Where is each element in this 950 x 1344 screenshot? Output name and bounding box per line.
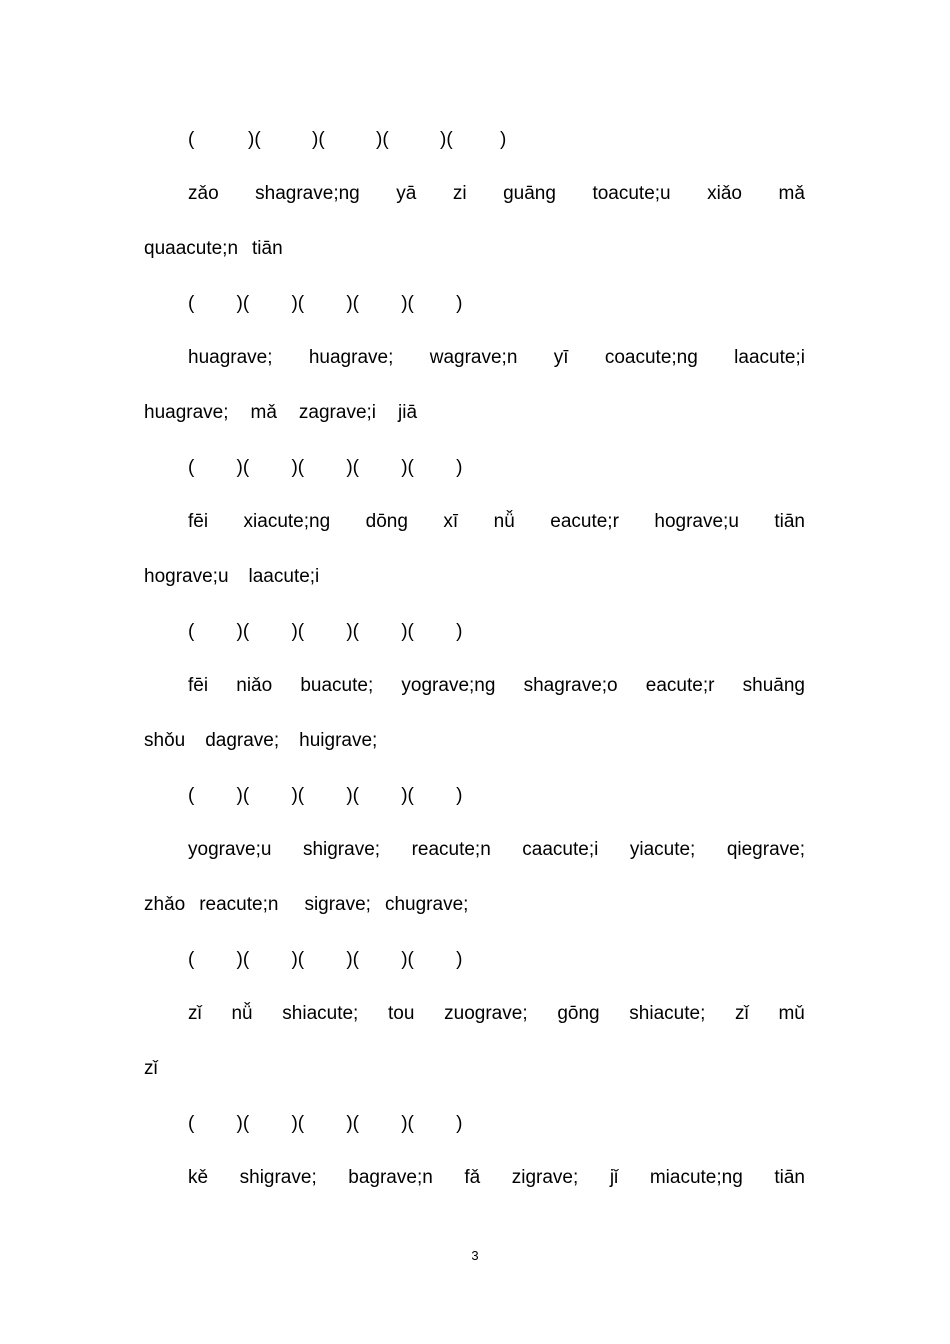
pinyin-word: mǎ [778,183,805,204]
pinyin-word: huagrave; [144,402,229,423]
pinyin-word: zigrave; [511,1167,579,1188]
pinyin-word: zǐ [735,1003,749,1024]
pinyin-word: yī [553,347,569,368]
pinyin-word: huigrave; [299,730,378,751]
pinyin-word: buacute; [300,675,374,696]
pinyin-word: kě [188,1167,209,1188]
pinyin-word: zuograve; [444,1003,528,1024]
pinyin-word: tiān [774,1167,805,1188]
blank-4: )( [376,129,389,150]
pinyin-word: eacute;r [550,511,619,532]
blank-1: ( [188,129,195,150]
pinyin-word: tiān [252,238,283,259]
pinyin-word: jiā [398,402,418,423]
pinyin-word: tou [388,1003,415,1024]
pinyin-word: mǎ [250,402,277,423]
pinyin-word: zagrave;i [298,402,377,423]
answer-blanks: ( )( )( )( )( ) [188,457,463,478]
pinyin-word: huagrave; [308,347,394,368]
pinyin-line [188,510,805,534]
pinyin-line [188,674,805,698]
pinyin-word: fēi [188,511,209,532]
pinyin-word: dōng [365,511,408,532]
pinyin-word: fǎ [464,1167,481,1188]
pinyin-word: gōng [557,1003,600,1024]
pinyin-word: huagrave; [188,347,273,368]
pinyin-word: shigrave; [239,1167,317,1188]
pinyin-word: wagrave;n [429,347,518,368]
pinyin-word: yograve;u [188,839,272,860]
pinyin-word: yiacute; [629,839,696,860]
pinyin-line [188,1166,805,1190]
pinyin-word: shagrave;o [523,675,618,696]
pinyin-word: qiegrave; [726,839,805,860]
pinyin-word: hograve;u [654,511,739,532]
pinyin-word: toacute;u [592,183,671,204]
pinyin-word: zhǎo [144,894,186,915]
pinyin-word: shiacute; [629,1003,706,1024]
blank-5: )( [440,129,453,150]
blank-6: ) [500,129,507,150]
pinyin-word: caacute;i [522,839,599,860]
pinyin-word: hograve;u [144,566,229,587]
pinyin-word: zi [452,183,467,204]
pinyin-word: laacute;i [734,347,805,368]
pinyin-word: tiān [774,511,805,532]
pinyin-word: zǎo [188,183,219,204]
pinyin-line-continued [144,401,417,425]
pinyin-word: zǐ [188,1003,202,1024]
answer-blanks-top [188,128,506,152]
pinyin-word: laacute;i [248,566,320,587]
answer-blanks: ( )( )( )( )( ) [188,785,463,806]
pinyin-word: yā [396,183,417,204]
pinyin-word: shǒu [144,730,186,751]
answer-blanks: ( )( )( )( )( ) [188,949,463,970]
pinyin-word: nǚ [493,511,515,532]
blank-2: )( [248,129,261,150]
pinyin-word: quaacute;n [144,238,239,259]
pinyin-line [188,182,805,206]
answer-blanks: ( )( )( )( )( ) [188,621,463,642]
pinyin-line-continued [144,729,377,753]
pinyin-word: yograve;ng [401,675,496,696]
page-number: 3 [471,1248,479,1263]
pinyin-word: zǐ [144,1058,158,1079]
pinyin-word: bagrave;n [348,1167,433,1188]
pinyin-word: shigrave; [302,839,381,860]
pinyin-line-continued [144,893,468,917]
pinyin-word: xiǎo [707,183,742,204]
pinyin-word: eacute;r [645,675,715,696]
pinyin-word: xī [443,511,459,532]
pinyin-word: shagrave;ng [255,183,360,204]
pinyin-word: shiacute; [282,1003,359,1024]
pinyin-line [188,1002,805,1026]
pinyin-line-continued [144,565,319,589]
pinyin-word: chugrave; [384,894,469,915]
pinyin-word: niǎo [236,675,273,696]
pinyin-word: reacute;n [411,839,491,860]
pinyin-word: dagrave; [205,730,280,751]
pinyin-word: miacute;ng [649,1167,743,1188]
answer-blanks: ( )( )( )( )( ) [188,1113,463,1134]
pinyin-word: mǔ [778,1003,805,1024]
pinyin-word: nǚ [231,1003,253,1024]
pinyin-word: xiacute;ng [243,511,331,532]
pinyin-word: jǐ [609,1167,619,1188]
pinyin-word: sigrave; [304,894,371,915]
blank-3: )( [312,129,325,150]
answer-blanks: ( )( )( )( )( ) [188,293,463,314]
pinyin-line-continued [144,1057,158,1081]
pinyin-word: shuāng [742,675,805,696]
pinyin-line [188,838,805,862]
pinyin-line-continued [144,237,283,261]
pinyin-word: fēi [188,675,209,696]
pinyin-word: reacute;n [199,894,279,915]
pinyin-line [188,346,805,370]
pinyin-word: coacute;ng [604,347,698,368]
pinyin-word: guāng [503,183,556,204]
